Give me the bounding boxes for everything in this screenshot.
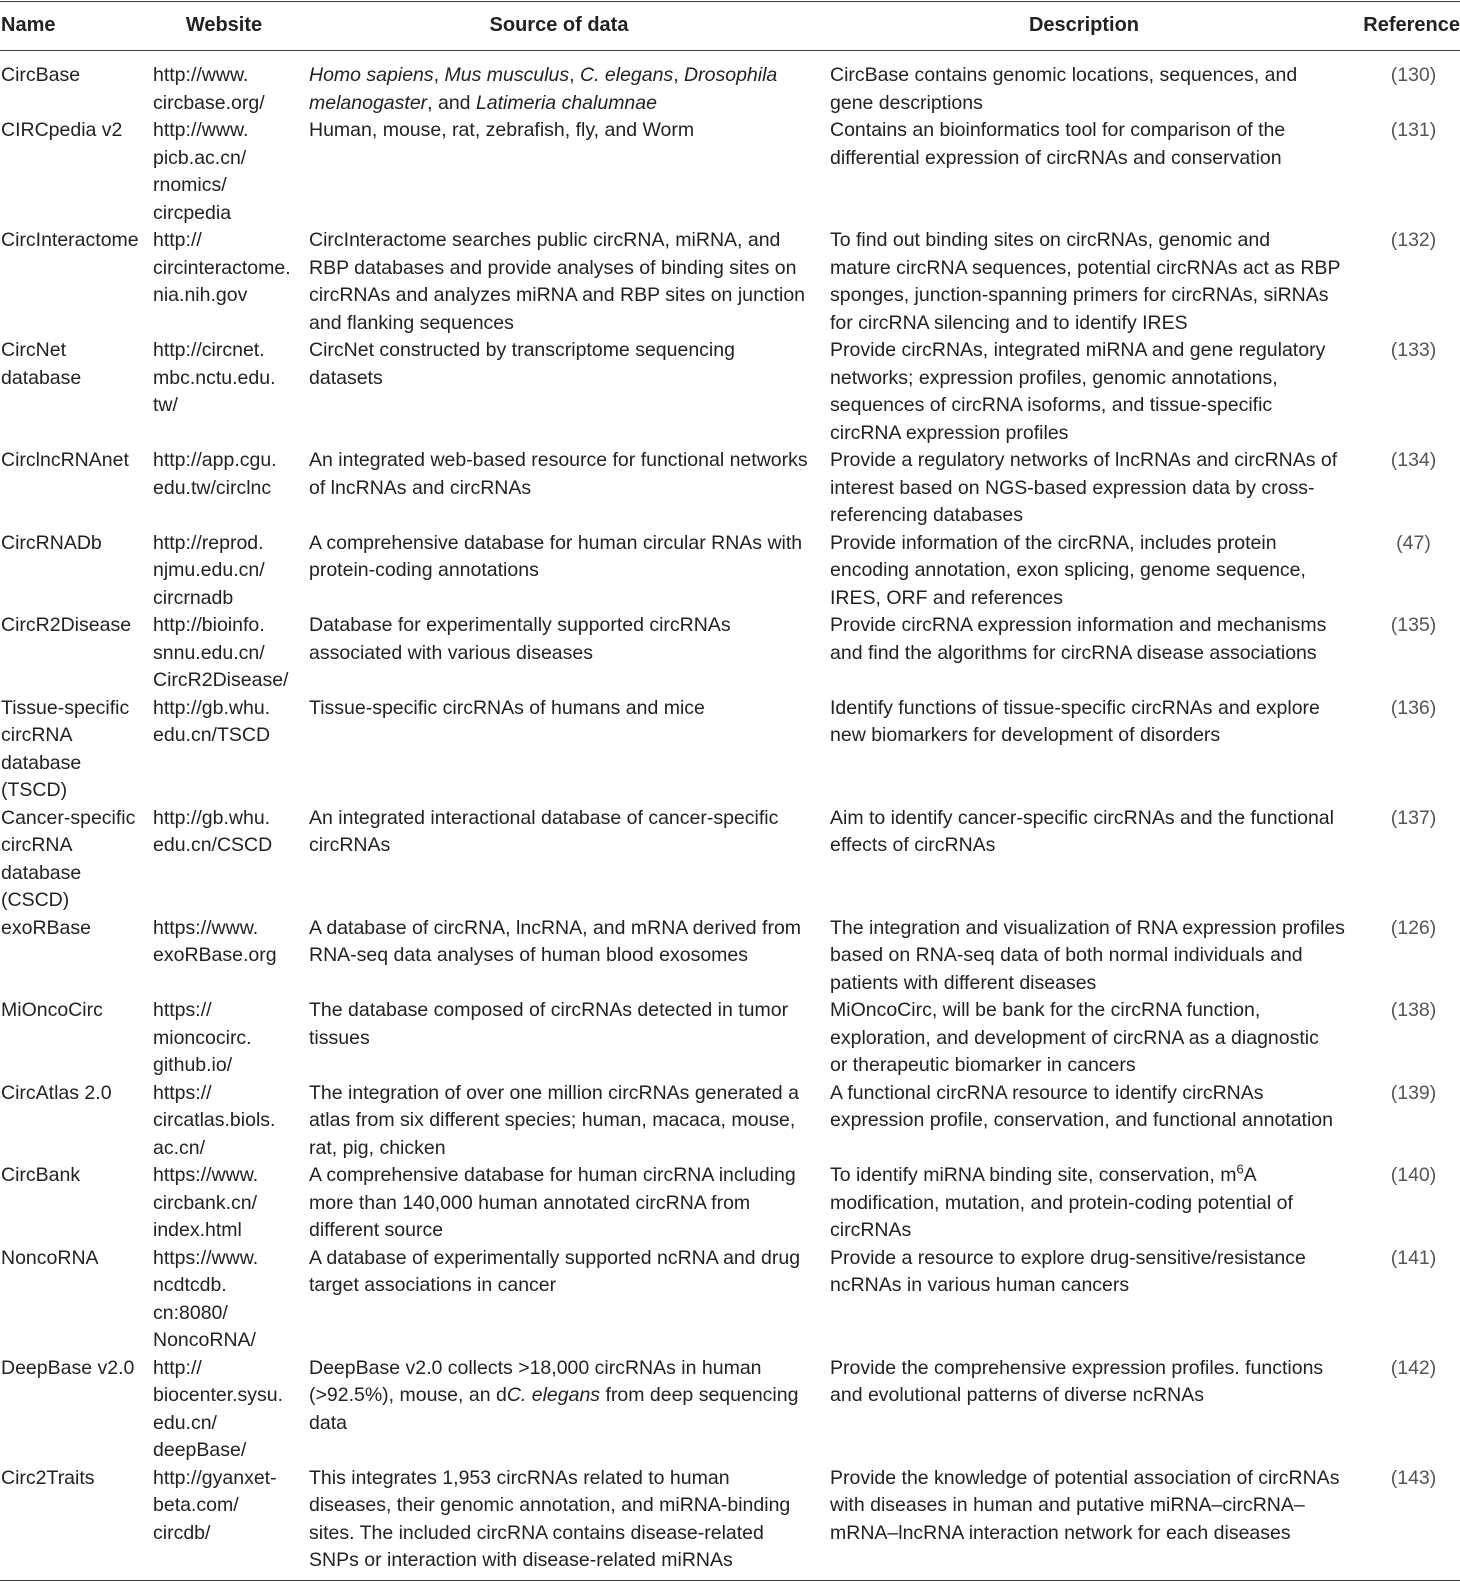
website-line: https://www. (153, 1164, 259, 1186)
table-row (0, 695, 1460, 805)
cell-name (0, 997, 153, 1080)
cell-reference: (140) (1390, 1164, 1437, 1186)
name-line: CircNet (1, 339, 67, 361)
species-name: C. elegans (506, 1384, 601, 1406)
description-line: expression profile, conservation, and functional annotation (830, 1109, 1333, 1131)
source-line: rat, pig, chicken (309, 1136, 446, 1159)
source-line: tissues (309, 1026, 370, 1049)
cell-reference: (47) (1396, 531, 1431, 554)
table-row (0, 915, 1460, 998)
description-line: Provide the knowledge of potential association of circRNAs (830, 1466, 1340, 1489)
source-text: DeepBase v2.0 collects >18,000 circRNAs in human (309, 1356, 762, 1379)
website-line: circatlas.biols. (153, 1109, 276, 1131)
source-line (309, 1355, 822, 1383)
description-line: for circRNA silencing and to identify IRES (830, 311, 1188, 334)
cell-description (830, 612, 1357, 695)
name-line: CircR2Disease (1, 614, 132, 636)
cell-website (153, 1162, 309, 1245)
table-row (0, 530, 1460, 613)
website-line: http://circnet. (153, 339, 265, 361)
website-line: tw/ (153, 394, 178, 416)
website-line: http://reprod. (153, 531, 264, 554)
description-line: and evolutional patterns of diverse ncRNAs (830, 1384, 1204, 1406)
species-name: Drosophila (684, 64, 778, 86)
source-text: from deep sequencing (600, 1384, 799, 1406)
cell-source (309, 227, 830, 337)
website-line: http://app.cgu. (153, 449, 277, 471)
cell-name (0, 227, 153, 337)
name-line: (CSCD) (1, 889, 70, 911)
source-text: data (309, 1411, 347, 1434)
source-line: datasets (309, 366, 383, 389)
website-line: edu.cn/CSCD (153, 834, 273, 856)
cell-reference: (142) (1390, 1356, 1437, 1379)
cell-website (153, 612, 309, 695)
cell-description (830, 805, 1357, 915)
description-line: interest based on NGS-based expression data by cross- (830, 476, 1315, 499)
website-line: https:// (153, 999, 212, 1021)
website-line: mbc.nctu.edu. (153, 366, 276, 389)
website-line: index.html (153, 1219, 242, 1241)
website-line: http:// (153, 1356, 202, 1379)
header-reference: Reference (1363, 13, 1460, 36)
description-line: MiOncoCirc, will be bank for the circRNA function, (830, 999, 1261, 1021)
species-name: Homo sapiens (309, 64, 434, 86)
cell-source (309, 1080, 830, 1163)
source-text: (>92.5%), mouse, an d (309, 1384, 507, 1406)
website-line: circbase.org/ (153, 91, 265, 114)
cell-name (0, 62, 153, 117)
separator-text: , and (427, 91, 476, 114)
cell-website (153, 915, 309, 998)
cell-website (153, 447, 309, 530)
cell-reference: (143) (1390, 1466, 1437, 1489)
table-row (0, 1355, 1460, 1465)
website-line: circinteractome. (153, 256, 291, 279)
cell-reference: (126) (1390, 916, 1437, 939)
description-line: based on RNA-seq data of both normal individuals and (830, 944, 1303, 966)
website-line: edu.cn/ (153, 1411, 217, 1434)
table-row (0, 117, 1460, 227)
name-line: database (1, 751, 82, 774)
cell-name (0, 117, 153, 227)
description-line: modification, mutation, and protein-coding potential of (830, 1191, 1293, 1214)
description-line: circRNAs (830, 1219, 912, 1241)
description-line: Provide a regulatory networks of lncRNAs and circRNAs of (830, 449, 1338, 471)
species-name: melanogaster (309, 91, 428, 114)
source-line: circRNAs and analyzes miRNA and RBP sites on junction (309, 284, 806, 306)
cell-description (830, 915, 1357, 998)
cell-description (830, 337, 1357, 447)
description-line: sequences of circRNA isoforms, and tissue-specific (830, 394, 1273, 416)
source-line: target associations in cancer (309, 1274, 557, 1296)
name-line: DeepBase v2.0 (1, 1356, 135, 1379)
description-line: or therapeutic biomarker in cancers (830, 1054, 1136, 1076)
cell-source (309, 1465, 830, 1575)
source-line: different source (309, 1219, 444, 1241)
cell-website (153, 997, 309, 1080)
description-line: new biomarkers for development of disorders (830, 724, 1221, 746)
website-line: njmu.edu.cn/ (153, 559, 265, 581)
cell-name (0, 695, 153, 805)
name-line: Tissue-specific (1, 696, 130, 719)
separator-text: , (673, 64, 685, 86)
website-line: http://gb.whu. (153, 806, 271, 829)
description-line: CircBase contains genomic locations, sequences, and (830, 64, 1298, 86)
separator-text: , (569, 64, 580, 86)
cell-description (830, 1245, 1357, 1355)
source-line: A database of circRNA, lncRNA, and mRNA derived from (309, 916, 802, 939)
description-line: networks; expression profiles, genomic annotations, (830, 366, 1278, 389)
superscript: 6 (1236, 1161, 1244, 1177)
source-line: Database for experimentally supported circRNAs (309, 614, 731, 636)
description-line: ncRNAs in various human cancers (830, 1274, 1130, 1296)
cell-source (309, 62, 830, 117)
cell-name (0, 530, 153, 613)
table-row (0, 997, 1460, 1080)
website-line: circrnadb (153, 586, 234, 609)
website-line: github.io/ (153, 1054, 233, 1076)
source-line: A database of experimentally supported ncRNA and drug (309, 1246, 801, 1269)
source-line: CircInteractome searches public circRNA, miRNA, and (309, 229, 781, 251)
website-line: http://bioinfo. (153, 614, 265, 636)
source-line (309, 1382, 822, 1410)
source-line: and flanking sequences (309, 311, 514, 334)
cell-reference: (131) (1390, 119, 1437, 141)
cell-source (309, 530, 830, 613)
website-line: ac.cn/ (153, 1136, 206, 1159)
name-line: MiOncoCirc (1, 999, 103, 1021)
description-line: gene descriptions (830, 91, 983, 114)
website-line: http://gb.whu. (153, 696, 271, 719)
source-line: A comprehensive database for human circRNA including (309, 1164, 796, 1186)
cell-reference: (132) (1390, 229, 1437, 251)
cell-name (0, 447, 153, 530)
description-line: and find the algorithms for circRNA disease associations (830, 641, 1317, 664)
website-line: circbank.cn/ (153, 1191, 258, 1214)
source-line (309, 62, 822, 90)
cell-website (153, 805, 309, 915)
cell-description (830, 1465, 1357, 1575)
name-line: database (1, 861, 82, 884)
source-line: circRNAs (309, 834, 391, 856)
description-line: Provide the comprehensive expression profiles. functions (830, 1356, 1324, 1379)
cell-website (153, 62, 309, 117)
source-line (309, 90, 822, 118)
cell-website (153, 227, 309, 337)
website-line: edu.tw/circlnc (153, 476, 272, 499)
description-line: differential expression of circRNAs and conservation (830, 146, 1282, 169)
source-line: RBP databases and provide analyses of binding sites on (309, 256, 797, 279)
cell-name (0, 915, 153, 998)
website-line: ncdtcdb. (153, 1274, 227, 1296)
website-line: NoncoRNA/ (153, 1329, 256, 1351)
source-line: The database composed of circRNAs detected in tumor (309, 999, 789, 1021)
website-line: mioncocirc. (153, 1026, 252, 1049)
website-line: https://www. (153, 916, 259, 939)
cell-source (309, 612, 830, 695)
cell-name (0, 1080, 153, 1163)
table-row (0, 337, 1460, 447)
website-line: snnu.edu.cn/ (153, 641, 265, 664)
cell-description (830, 1080, 1357, 1163)
description-line: patients with different diseases (830, 971, 1097, 994)
source-line: The integration of over one million circRNAs generated a (309, 1081, 799, 1104)
table-body (0, 62, 1460, 1575)
name-line: CirclncRNAnet (1, 449, 129, 471)
website-line: exoRBase.org (153, 944, 277, 966)
name-line: CIRCpedia v2 (1, 119, 123, 141)
website-line: biocenter.sysu. (153, 1384, 284, 1406)
table-row (0, 62, 1460, 117)
name-line: CircInteractome (1, 229, 139, 251)
table-row (0, 1162, 1460, 1245)
header-source: Source of data (489, 13, 629, 36)
cell-name (0, 1245, 153, 1355)
description-line: The integration and visualization of RNA expression profiles (830, 916, 1345, 939)
cell-source (309, 1162, 830, 1245)
cell-reference: (133) (1390, 339, 1437, 361)
source-line: atlas from six different species; human, macaca, mouse, (309, 1109, 796, 1131)
cell-reference: (139) (1390, 1081, 1437, 1104)
name-line: CircRNADb (1, 531, 102, 554)
cell-name (0, 805, 153, 915)
cell-source (309, 337, 830, 447)
cell-source (309, 1245, 830, 1355)
name-line: (TSCD) (1, 779, 68, 801)
description-line: effects of circRNAs (830, 834, 996, 856)
table-bottom-rule (0, 1580, 1460, 1581)
description-line: mature circRNA sequences, potential circRNAs act as RBP (830, 256, 1341, 279)
cell-website (153, 337, 309, 447)
description-line: circRNA expression profiles (830, 421, 1069, 444)
description-line: To find out binding sites on circRNAs, genomic and (830, 229, 1271, 251)
cell-description (830, 1162, 1357, 1245)
cell-reference: (135) (1390, 614, 1437, 636)
cell-website (153, 1355, 309, 1465)
source-line: RNA-seq data analyses of human blood exosomes (309, 944, 748, 966)
cell-website (153, 530, 309, 613)
separator-text: , (433, 64, 445, 86)
cell-reference: (141) (1390, 1246, 1437, 1269)
website-line: circpedia (153, 201, 232, 224)
description-line: Provide circRNAs, integrated miRNA and gene regulatory (830, 339, 1326, 361)
name-line: CircBase (1, 64, 81, 86)
cell-description (830, 997, 1357, 1080)
table-row (0, 1465, 1460, 1575)
source-line: of lncRNAs and circRNAs (309, 476, 532, 499)
cell-website (153, 1245, 309, 1355)
table-row (0, 1080, 1460, 1163)
description-line: sponges, junction-spanning primers for circRNAs, siRNAs (830, 284, 1329, 306)
cell-source (309, 805, 830, 915)
website-line: http://www. (153, 64, 249, 86)
description-line: with diseases in human and putative miRNA–circRNA– (830, 1494, 1305, 1516)
name-line: Cancer-specific (1, 806, 136, 829)
description-line: referencing databases (830, 504, 1023, 526)
cell-name (0, 1162, 153, 1245)
website-line: nia.nih.gov (153, 284, 248, 306)
table-row (0, 612, 1460, 695)
description-line: Aim to identify cancer-specific circRNAs and the functional (830, 806, 1334, 829)
source-line: associated with various diseases (309, 641, 593, 664)
name-line: database (1, 366, 82, 389)
name-line: exoRBase (1, 916, 91, 939)
source-line: protein-coding annotations (309, 559, 539, 581)
table-row (0, 805, 1460, 915)
cell-website (153, 695, 309, 805)
cell-website (153, 117, 309, 227)
cell-website (153, 1465, 309, 1575)
source-line: An integrated interactional database of cancer-specific (309, 806, 779, 829)
table-row (0, 447, 1460, 530)
source-line: An integrated web-based resource for functional networks (309, 449, 808, 471)
cell-reference: (130) (1390, 64, 1437, 86)
website-line: https:// (153, 1081, 212, 1104)
cell-name (0, 1465, 153, 1575)
cell-name (0, 337, 153, 447)
description-line: encoding annotation, exon splicing, genome sequence, (830, 559, 1306, 581)
website-line: http://gyanxet- (153, 1466, 277, 1489)
description-line (830, 1162, 1351, 1190)
source-line (309, 1410, 822, 1438)
website-line: picb.ac.cn/ (153, 146, 247, 169)
description-line: Provide circRNA expression information and mechanisms (830, 614, 1327, 636)
cell-description (830, 227, 1357, 337)
header-name: Name (1, 13, 56, 36)
website-line: http:// (153, 229, 202, 251)
website-line: http://www. (153, 119, 249, 141)
cell-source (309, 447, 830, 530)
website-line: edu.cn/TSCD (153, 724, 271, 746)
cell-reference: (136) (1390, 696, 1437, 719)
name-line: circRNA (1, 724, 73, 746)
species-name: Mus musculus (444, 64, 570, 86)
name-line: CircBank (1, 1164, 81, 1186)
cell-description (830, 117, 1357, 227)
source-line: CircNet constructed by transcriptome sequencing (309, 339, 735, 361)
website-line: cn:8080/ (153, 1301, 228, 1324)
description-line: Provide information of the circRNA, includes protein (830, 531, 1277, 554)
source-line: Tissue-specific circRNAs of humans and mice (309, 696, 705, 719)
cell-source (309, 915, 830, 998)
source-line: more than 140,000 human annotated circRNA from (309, 1191, 751, 1214)
species-name: Latimeria chalumnae (475, 91, 657, 114)
name-line: circRNA (1, 834, 73, 856)
name-line: CircAtlas 2.0 (1, 1081, 112, 1104)
header-description: Description (1028, 13, 1140, 36)
species-name: C. elegans (579, 64, 674, 86)
cell-name (0, 612, 153, 695)
name-line: Circ2Traits (1, 1466, 95, 1489)
description-line: Identify functions of tissue-specific circRNAs and explore (830, 696, 1320, 719)
source-line: Human, mouse, rat, zebrafish, fly, and Worm (309, 119, 695, 141)
cell-description (830, 447, 1357, 530)
source-line: A comprehensive database for human circular RNAs with (309, 531, 803, 554)
table-row (0, 227, 1460, 337)
website-line: beta.com/ (153, 1494, 239, 1516)
cell-reference: (134) (1390, 449, 1437, 471)
cell-description (830, 1355, 1357, 1465)
cell-source (309, 117, 830, 227)
cell-reference: (138) (1390, 999, 1437, 1021)
cell-source (309, 1355, 830, 1465)
website-line: deepBase/ (153, 1439, 247, 1461)
cell-reference: (137) (1390, 806, 1437, 829)
table-row (0, 1245, 1460, 1355)
description-line: Provide a resource to explore drug-sensitive/resistance (830, 1246, 1306, 1269)
description-text: A (1243, 1164, 1257, 1186)
website-line: https://www. (153, 1246, 259, 1269)
source-line: diseases, their genomic annotation, and miRNA-binding (309, 1494, 791, 1516)
cell-description (830, 695, 1357, 805)
website-line: rnomics/ (153, 174, 227, 196)
description-text: To identify miRNA binding site, conservation, m (830, 1164, 1237, 1186)
source-line: sites. The included circRNA contains disease-related (309, 1521, 764, 1544)
description-line: A functional circRNA resource to identify circRNAs (830, 1081, 1264, 1104)
description-line: IRES, ORF and references (830, 586, 1064, 609)
cell-description (830, 530, 1357, 613)
source-line: SNPs or interaction with disease-related miRNAs (309, 1549, 733, 1571)
website-line: CircR2Disease/ (153, 669, 289, 691)
name-line: NoncoRNA (1, 1246, 99, 1269)
description-line: Contains an bioinformatics tool for comparison of the (830, 119, 1286, 141)
header-website: Website (185, 13, 263, 36)
cell-description (830, 62, 1357, 117)
cell-source (309, 997, 830, 1080)
table-header-rule (0, 50, 1460, 51)
source-line: This integrates 1,953 circRNAs related to human (309, 1466, 730, 1489)
cell-source (309, 695, 830, 805)
website-line: circdb/ (153, 1521, 211, 1544)
description-line: exploration, and development of circRNA as a diagnostic (830, 1026, 1319, 1049)
cell-name (0, 1355, 153, 1465)
description-line: mRNA–lncRNA interaction network for each diseases (830, 1521, 1291, 1544)
cell-website (153, 1080, 309, 1163)
